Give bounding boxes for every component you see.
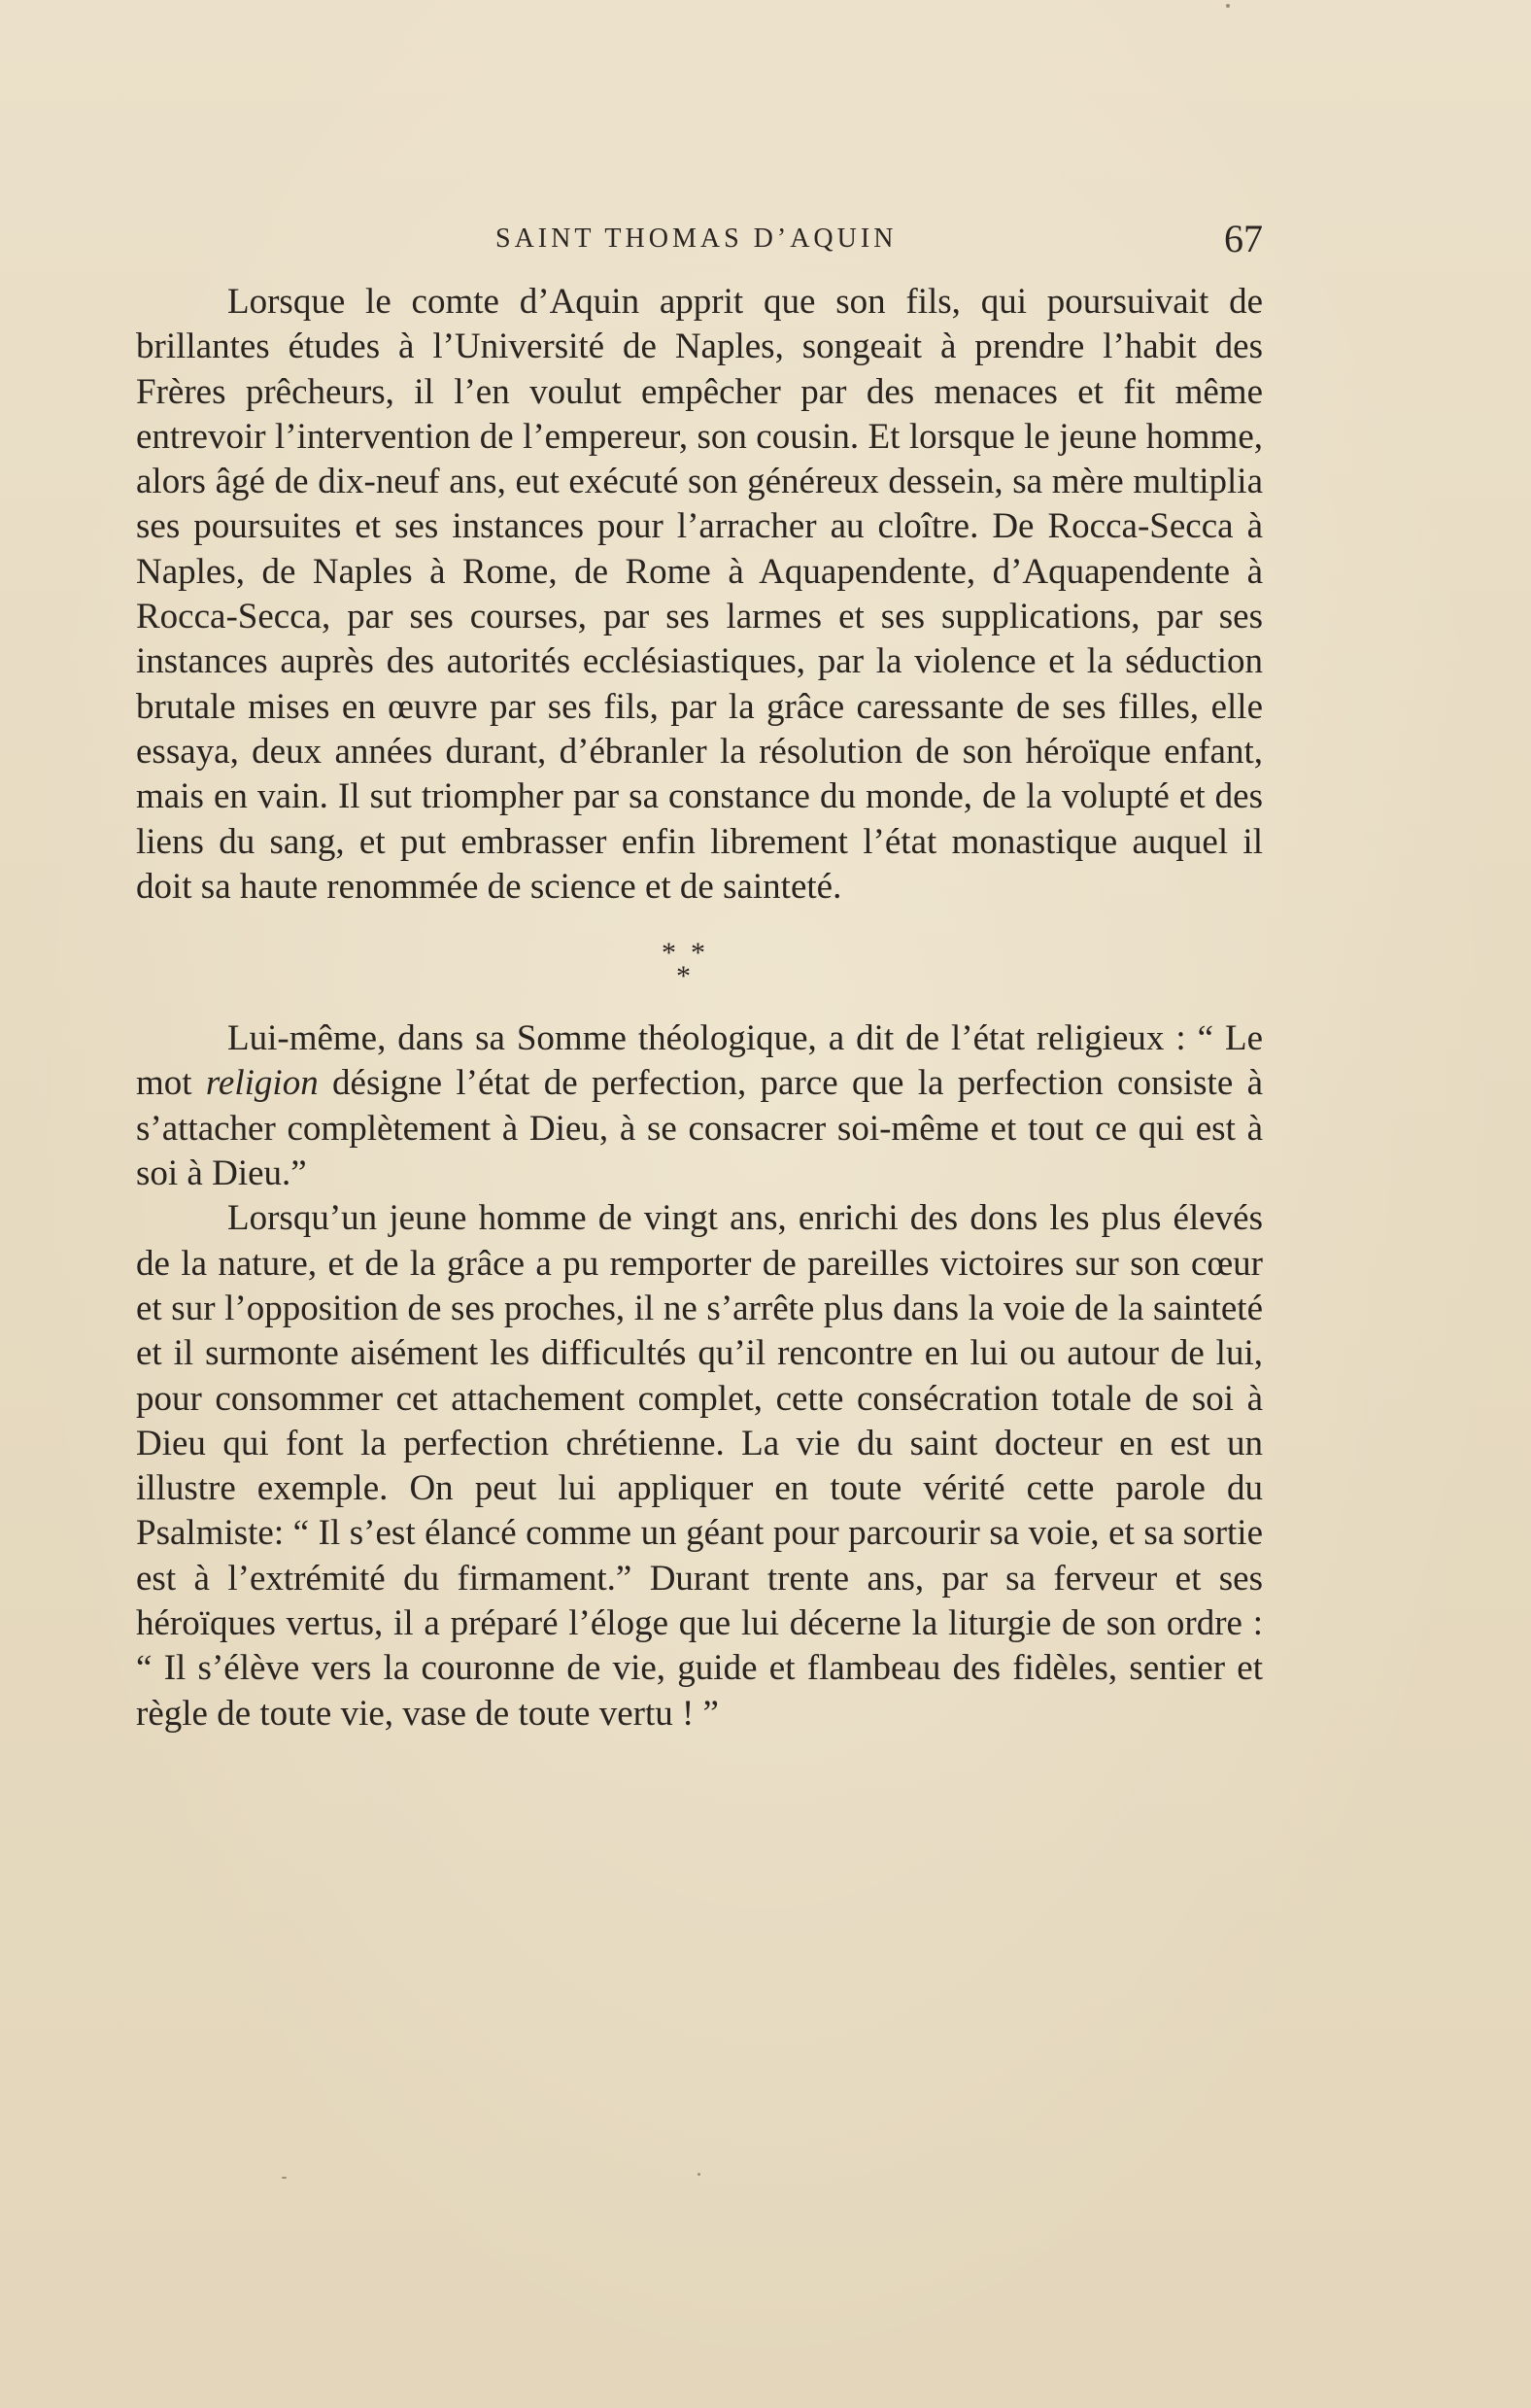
body-text xyxy=(136,280,1263,1737)
paragraph-2 xyxy=(136,1016,1263,1196)
paper-speck xyxy=(697,2173,700,2176)
running-title: SAINT THOMAS D’AQUIN xyxy=(495,224,898,254)
paragraph-1: Lorsque le comte d’Aquin apprit que son fils, qui poursuivait de brillantes études à l’Université de Naples, songeait à prendre l’habit des Frères prêcheurs, il l’en voulut empêcher par des menaces et fit même entrevoir l’intervention de l’empereur, son cousin. Et lorsque le jeune homme, alors âgé de dix-neuf ans, eut exécuté son généreux dessein, sa mère multiplia ses poursuites et ses instances pour l’arracher au cloître. De Rocca-Secca à Naples, de Naples à Rome, de Rome à Aquapendente, d’Aquapendente à Rocca-Secca, par ses courses, par ses larmes et ses supplications, par ses instances auprès des autorités ecclésiastiques, par la violence et la séduction brutale mises en œuvre par ses fils, par la grâce caressante de ses filles, elle essaya, deux années durant, d’ébranler la résolution de son héroïque enfant, mais en vain. Il sut triompher par sa constance du monde, de la volupté et des liens du sang, et put embrasser enfin librement l’état monastique auquel il doit sa haute renommée de science et de sainteté. xyxy=(136,282,1263,907)
paragraph-2-italic: religion xyxy=(205,1063,319,1104)
page-number: 67 xyxy=(1224,217,1263,260)
asterism-star-left: * xyxy=(662,937,676,970)
paragraph-3: Lorsqu’un jeune homme de vingt ans, enrichi des dons les plus élevés de la nature, et de la grâce a pu remporter de pareilles victoires sur son cœur et sur l’opposition de ses proches, il ne s’arrête plus dans la voie de la sainteté et il surmonte aisément les difficultés qu’il rencontre en lui ou autour de lui, pour consommer cet attachement complet, cette consécration totale de soi à Dieu qui font la perfection chrétienne. La vie du saint docteur en est un illustre exemple. On peut lui appliquer en toute vérité cette parole du Psalmiste: “ Il s’est élancé comme un géant pour parcourir sa voie, et sa sortie est à l’extrémité du firmament.” Durant trente ans, par sa ferveur et ses héroïques vertus, il a préparé l’éloge que lui décerne la liturgie de son ordre : “ Il s’élève vers la couronne de vie, guide et flambeau des fidèles, sentier et règle de toute vie, vase de toute vertu ! ” xyxy=(136,1198,1263,1734)
running-head xyxy=(136,216,1263,264)
asterism-star-bottom: * xyxy=(676,960,691,993)
paper-speck xyxy=(1226,4,1230,8)
paper-speck xyxy=(282,2177,287,2179)
asterism-star-right: * xyxy=(691,937,705,970)
paragraph-2-end: désigne l’état de perfection, parce que la perfection consiste à s’attacher complètement à Dieu, à se consacrer soi-même et tout ce qui est à soi à Dieu.” xyxy=(136,1063,1264,1194)
paragraph-2-start: Lui-même, dans sa Somme théologique, a dit de l’état religieux : “ Le mot xyxy=(136,1018,1263,1104)
asterism-divider xyxy=(136,910,1263,1016)
